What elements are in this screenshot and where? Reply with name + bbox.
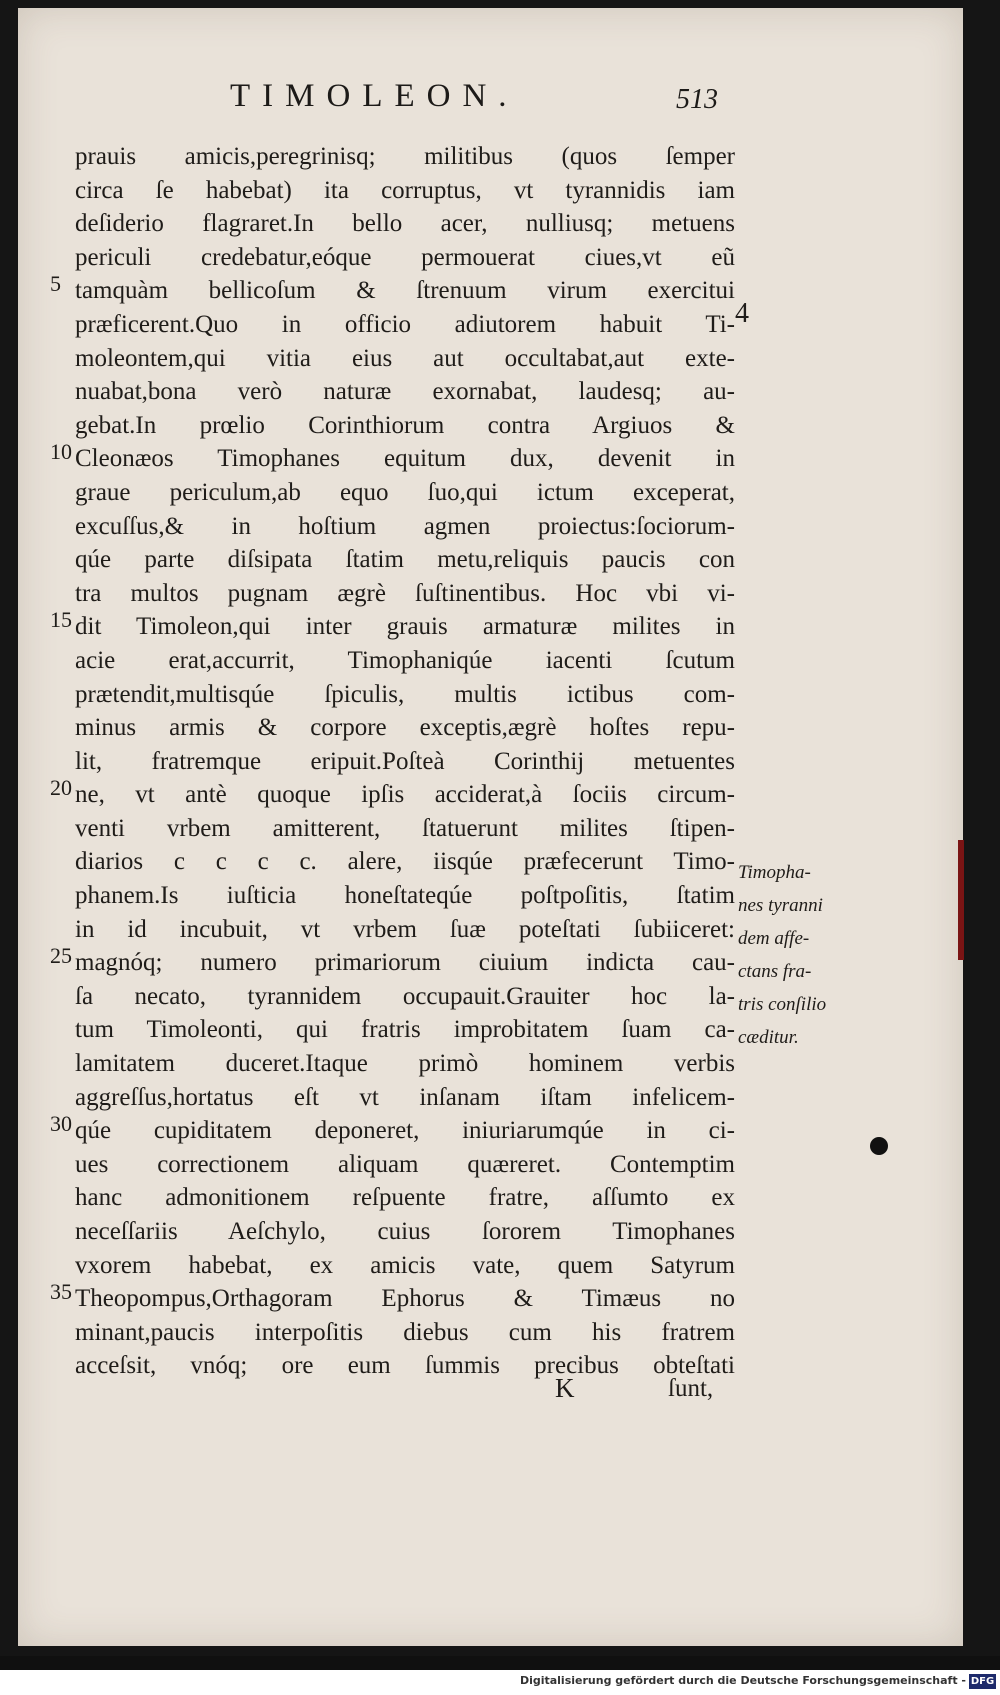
text-line: in id incubuit, vt vrbem ſuæ poteſtati ſubiiceret: [75, 915, 735, 943]
text-line: ſa necato, tyrannidem occupauit.Grauiter hoc la- [75, 982, 735, 1010]
footer-bar [0, 1670, 1000, 1695]
line-number: 5 [50, 271, 61, 296]
text-line: acceſsit, vnóq; ore eum ſummis precibus obteſtati [75, 1352, 735, 1380]
marginal-note-line: nes tyranni [738, 895, 823, 916]
line-number: 15 [50, 607, 72, 632]
line-number: 10 [50, 439, 72, 464]
text-line: ne, vt antè quoque ipſis acciderat,à ſociis circum- [75, 781, 735, 809]
text-line: graue periculum,ab equo ſuo,qui ictum exceperat, [75, 478, 735, 506]
text-line: qúe cupiditatem deponeret, iniuriarumqúe in ci- [75, 1117, 735, 1145]
text-line: ues correctionem aliquam quæreret. Contemptim [75, 1150, 735, 1178]
text-line: acie erat,accurrit, Timophaniqúe iacenti ſcutum [75, 646, 735, 674]
marginal-note-line: cæditur. [738, 1027, 799, 1048]
text-line: hanc admonitionem reſpuente fratre, aſſumto ex [75, 1184, 735, 1212]
line-number: 30 [50, 1111, 72, 1136]
text-line: Theopompus,Orthagoram Ephorus & Timæus no [75, 1285, 735, 1313]
text-line: Cleonæos Timophanes equitum dux, devenit in [75, 445, 735, 473]
text-line: lamitatem duceret.Itaque primò hominem verbis [75, 1050, 735, 1078]
ink-dot [870, 1137, 888, 1155]
text-line: nuabat,bona verò naturæ exornabat, laudesq; au- [75, 378, 735, 406]
text-line: tra multos pugnam ægrè ſuſtinentibus. Hoc vbi vi- [75, 579, 735, 607]
text-line: periculi credebatur,eóque permouerat ciues,vt eũ [75, 243, 735, 271]
text-line: tamquàm bellicoſum & ſtrenuum virum exercitui [75, 277, 735, 305]
text-line: gebat.In prœlio Corinthiorum contra Argiuos & [75, 411, 735, 439]
text-line: minant,paucis interpoſitis diebus cum his fratrem [75, 1318, 735, 1346]
marginal-note-line: tris conſilio [738, 994, 827, 1015]
line-number: 25 [50, 943, 72, 968]
scan-border [0, 1656, 1000, 1670]
page-edge-mark [958, 840, 964, 960]
page-number: 513 [676, 84, 718, 115]
footer-credit: Digitalisierung gefördert durch die Deutsche Forschungsgemeinschaft - [519, 1674, 966, 1687]
text-line: diarios c c c c. alere, iisqúe præfecerunt Timo- [75, 848, 735, 876]
text-line: neceſſariis Aeſchylo, cuius ſororem Timophanes [75, 1218, 735, 1245]
text-line: magnóq; numero primariorum ciuium indicta cau- [75, 949, 735, 977]
running-head: TIMOLEON. [230, 78, 519, 114]
text-line: tum Timoleonti, qui fratris improbitatem ſuam ca- [75, 1016, 735, 1044]
marginal-note [738, 856, 888, 1054]
text-line: minus armis & corpore exceptis,ægrè hoſtes repu- [75, 714, 735, 742]
text-line: phanem.Is iuſticia honeſtateqúe poſtpoſitis, ſtatim [75, 882, 735, 910]
text-line: prauis amicis,peregrinisq; militibus (quos ſemper [75, 143, 735, 170]
body-text [75, 140, 735, 1383]
text-line: lit, fratremque eripuit.Poſteà Corinthij metuentes [75, 747, 735, 775]
text-line: circa ſe habebat) ita corruptus, vt tyrannidis iam [75, 176, 735, 204]
marginal-note-line: dem affe- [738, 928, 810, 949]
text-line: deſiderio flagraret.In bello acer, nulliusq; metuens [75, 210, 735, 238]
text-line: vxorem habebat, ex amicis vate, quem Satyrum [75, 1251, 735, 1279]
text-line: qúe parte diſsipata ſtatim metu,reliquis paucis con [75, 546, 735, 574]
text-line: prætendit,multisqúe ſpiculis, multis ictibus com- [75, 680, 735, 708]
marginal-note-line: Timopha- [738, 862, 811, 883]
text-line: præficerent.Quo in officio adiutorem habuit Ti- [75, 310, 735, 338]
text-line: excuſſus,& in hoſtium agmen proiectus:ſociorum- [75, 512, 735, 540]
text-line: moleontem,qui vitia eius aut occultabat,aut exte- [75, 344, 735, 372]
text-line: venti vrbem amitterent, ſtatuerunt milites ſtipen- [75, 814, 735, 842]
side-marker: 4 [735, 298, 749, 329]
text-line: dit Timoleon,qui inter grauis armaturæ milites in [75, 613, 735, 641]
catchword: ſunt, [668, 1375, 714, 1402]
signature-mark: K [555, 1373, 575, 1403]
dfg-logo: DFG [970, 1676, 995, 1687]
text-line: aggreſſus,hortatus eſt vt inſanam iſtam infelicem- [75, 1083, 735, 1111]
line-number: 35 [50, 1279, 72, 1304]
line-number: 20 [50, 775, 72, 800]
marginal-note-line: ctans fra- [738, 961, 812, 982]
